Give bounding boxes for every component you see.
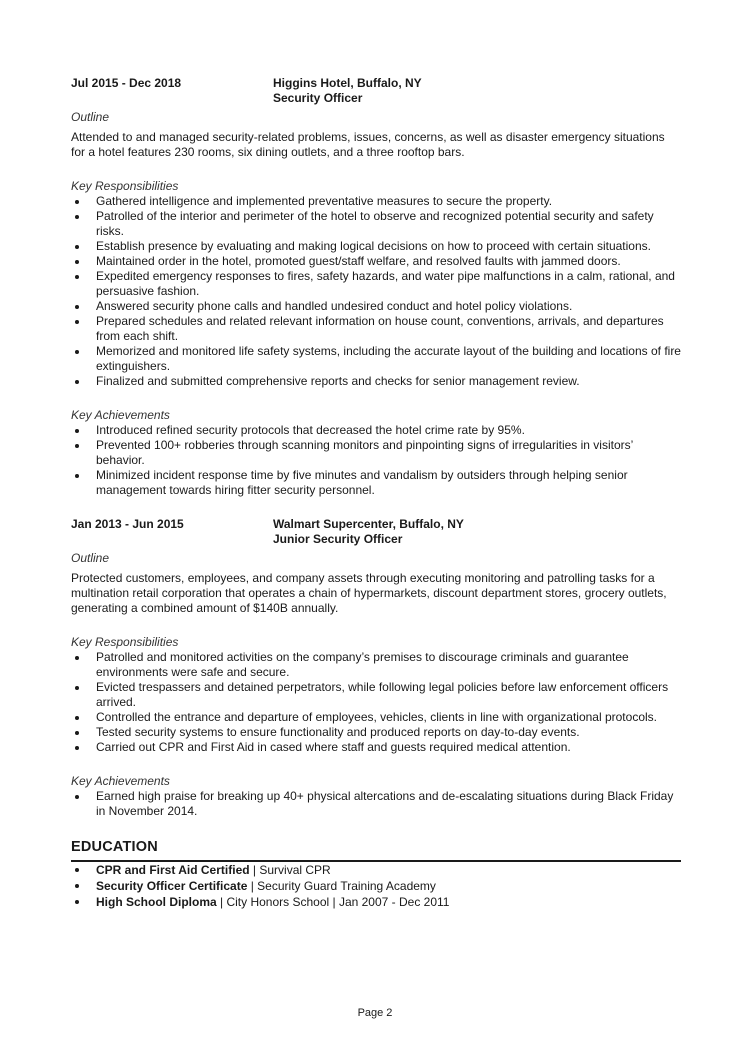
achievements-list	[71, 789, 681, 819]
list-item: Gathered intelligence and implemented preventative measures to secure the property.	[71, 194, 681, 209]
credential-detail: | City Honors School | Jan 2007 - Dec 2011	[216, 895, 450, 909]
list-item: Prevented 100+ robberies through scanning monitors and pinpointing signs of irregularities in visitors’ behavior.	[71, 438, 681, 468]
outline-text: Protected customers, employees, and company assets through executing monitoring and patrolling tasks for a multination retail corporation that operates a chain of hypermarkets, discount department stores, grocery outlets, generating a combined amount of $140B annually.	[71, 571, 667, 615]
list-item	[71, 862, 681, 878]
list-item: Finalized and submitted comprehensive reports and checks for senior management review.	[71, 374, 681, 389]
list-item: Controlled the entrance and departure of employees, vehicles, clients in line with organizational protocols.	[71, 710, 681, 725]
job-header	[71, 517, 681, 547]
responsibilities-label: Key Responsibilities	[71, 179, 179, 193]
list-item: Answered security phone calls and handled undesired conduct and hotel policy violations.	[71, 299, 681, 314]
list-item: Maintained order in the hotel, promoted guest/staff welfare, and resolved faults with jammed doors.	[71, 254, 681, 269]
responsibilities-list	[71, 650, 681, 755]
list-item: Earned high praise for breaking up 40+ physical altercations and de-escalating situations during Black Friday in November 2014.	[71, 789, 681, 819]
job-header	[71, 76, 681, 106]
achievements-list	[71, 423, 681, 498]
list-item	[71, 878, 681, 894]
list-item: Patrolled of the interior and perimeter of the hotel to observe and recognized potential security and safety risks.	[71, 209, 681, 239]
list-item: Carried out CPR and First Aid in cased where staff and guests required medical attention.	[71, 740, 681, 755]
responsibilities-list	[71, 194, 681, 389]
responsibilities-label: Key Responsibilities	[71, 635, 179, 649]
outline-label: Outline	[71, 551, 110, 565]
list-item: Patrolled and monitored activities on the company’s premises to discourage criminals and guarantee environments were safe and secure.	[71, 650, 681, 680]
section-heading: EDUCATION	[71, 838, 681, 862]
education-list	[71, 862, 681, 910]
outline-text: Attended to and managed security-related problems, issues, concerns, as well as disaster emergency situations for a hotel features 230 rooms, six dining outlets, and a three rooftop bars.	[71, 130, 665, 159]
job-dates: Jan 2013 - Jun 2015	[71, 517, 184, 531]
achievements-label: Key Achievements	[71, 774, 170, 788]
job-dates: Jul 2015 - Dec 2018	[71, 76, 182, 90]
job-entry	[71, 76, 681, 498]
job-employer: Higgins Hotel, Buffalo, NY	[273, 76, 422, 90]
credential-name: High School Diploma	[96, 895, 217, 909]
list-item: Expedited emergency responses to fires, safety hazards, and water pipe malfunctions in a calm, rational, and persuasive fashion.	[71, 269, 681, 299]
job-title: Security Officer	[273, 91, 363, 105]
resume-page	[71, 76, 681, 910]
list-item: Prepared schedules and related relevant information on house count, conventions, arrivals, and departures from each shift.	[71, 314, 681, 344]
credential-detail: | Security Guard Training Academy	[247, 879, 436, 893]
job-employer: Walmart Supercenter, Buffalo, NY	[273, 517, 464, 531]
list-item	[71, 894, 681, 910]
education-section	[71, 838, 681, 910]
credential-name: CPR and First Aid Certified	[96, 863, 250, 877]
list-item: Tested security systems to ensure functionality and produced reports on day-to-day events.	[71, 725, 681, 740]
job-entry	[71, 517, 681, 819]
outline-label: Outline	[71, 110, 110, 124]
list-item: Memorized and monitored life safety systems, including the accurate layout of the building and locations of fire extinguishers.	[71, 344, 681, 374]
job-title: Junior Security Officer	[273, 532, 403, 546]
list-item: Minimized incident response time by five minutes and vandalism by outsiders through helping senior management towards hiring fitter security personnel.	[71, 468, 681, 498]
achievements-label: Key Achievements	[71, 408, 170, 422]
page-number: Page 2	[357, 1007, 393, 1019]
list-item: Establish presence by evaluating and making logical decisions on how to proceed with certain situations.	[71, 239, 681, 254]
list-item: Introduced refined security protocols that decreased the hotel crime rate by 95%.	[71, 423, 681, 438]
credential-detail: | Survival CPR	[249, 863, 331, 877]
list-item: Evicted trespassers and detained perpetrators, while following legal policies before law enforcement officers arrived.	[71, 680, 681, 710]
credential-name: Security Officer Certificate	[96, 879, 248, 893]
